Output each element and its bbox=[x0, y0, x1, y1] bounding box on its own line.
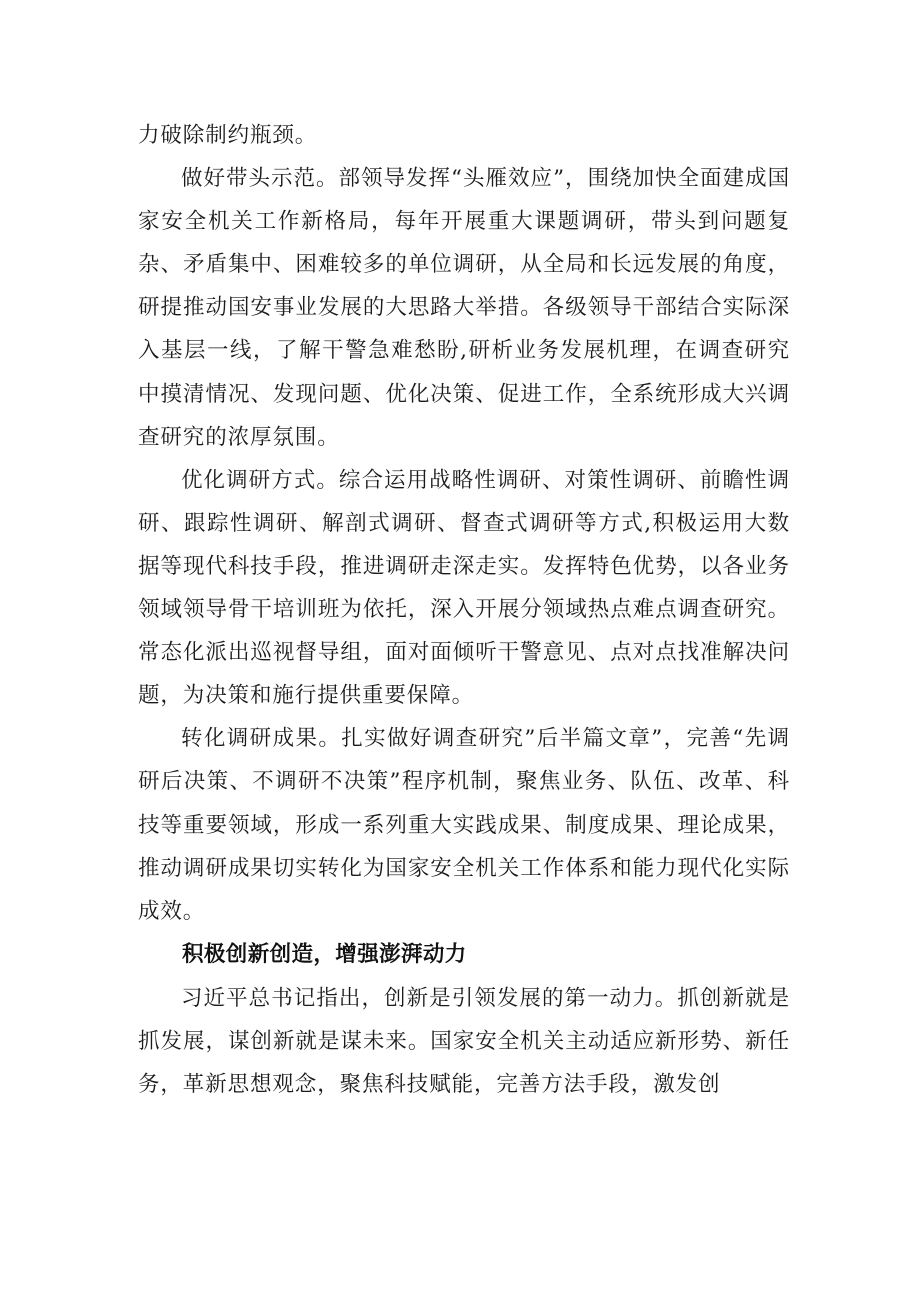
paragraph-continuation: 力破除制约瓶颈。 bbox=[138, 123, 318, 148]
paragraph-optimize-research: 优化调研方式。综合运用战略性调研、对策性调研、前瞻性调研、跟踪性调研、解剖式调研、督查式调研等方式,积极运用大数据等现代科技手段，推进调研走深走实。发挥特色优势，以各业务领域领导骨干培训班为依托，深入开展分领域热点难点调查研究。常态化派出巡视督导组，面对面倾听干警意见、点对点找准解决问题，为决策和施行提供重要保障。 bbox=[138, 467, 790, 709]
paragraph-leading-by-example: 做好带头示范。部领导发挥“头雁效应”，围绕加快全面建成国家安全机关工作新格局，每年开展重大课题调研，带头到问题复杂、矛盾集中、困难较多的单位调研，从全局和长远发展的角度，研提推动国安事业发展的大思路大举措。各级领导干部结合实际深入基层一线，了解干警急难愁盼,研析业务发展机理，在调查研究中摸清情况、发现问题、优化决策、促进工作，全系统形成大兴调查研究的浓厚氛围。 bbox=[138, 166, 790, 450]
section-heading: 积极创新创造，增强澎湃动力 bbox=[182, 941, 467, 967]
paragraph-transform-results: 转化调研成果。扎实做好调查研究”后半篇文章”，完善“先调研后决策、不调研不决策”程序机制，聚焦业务、队伍、改革、科技等重要领域，形成一系列重大实践成果、制度成果、理论成果，推动调研成果切实转化为国家安全机关工作体系和能力现代化实际成效。 bbox=[138, 726, 790, 924]
document-body bbox=[138, 114, 790, 1106]
paragraph-innovation: 习近平总书记指出，创新是引领发展的第一动力。抓创新就是抓发展，谋创新就是谋未来。国家安全机关主动适应新形势、新任务，革新思想观念，聚焦科技赋能，完善方法手段，激发创 bbox=[138, 985, 790, 1097]
